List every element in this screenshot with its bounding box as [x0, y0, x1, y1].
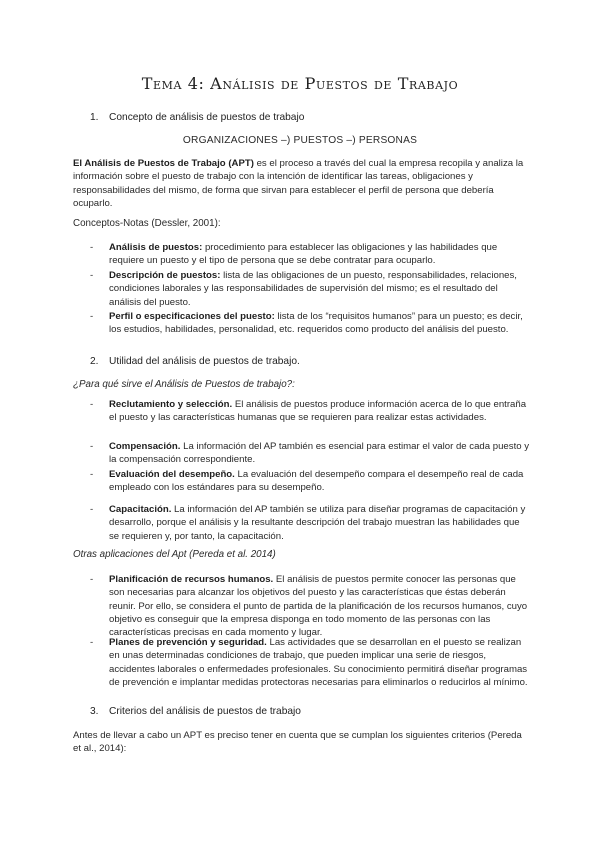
section-1-heading	[90, 112, 304, 123]
intro-term: El Análisis de Puestos de Trabajo (APT)	[73, 158, 254, 169]
intro-text: es el proceso a través del cual la empresa recopila y analiza la información sobre el puesto de trabajo con la intención de identificar las tareas, obligaciones y responsabilidades del mismo, de forma que sirvan para establecer el perfil de persona que debería ocuparlo.	[73, 158, 524, 209]
item-text: La información del AP también se utiliza para diseñar programas de capacitación y desarrollo, porque el análisis y la resultante descripción del trabajo muestran las habilidades que se requieren y, por tanto, la capacitación.	[109, 504, 526, 542]
item-term: Capacitación.	[109, 504, 172, 515]
item-term: Descripción de puestos:	[109, 270, 221, 281]
section-title: Criterios del análisis de puestos de trabajo	[109, 706, 301, 717]
org-flow-line: ORGANIZACIONES –) PUESTOS –) PERSONAS	[182, 135, 418, 146]
item-term: Análisis de puestos:	[109, 242, 203, 253]
item-term: Perfil o especificaciones del puesto:	[109, 311, 275, 322]
item-text: El análisis de puestos produce información acerca de lo que entraña el puesto y las características humanas que se requieren para realizar estas actividades.	[109, 399, 527, 424]
item-text: procedimiento para establecer las obligaciones y las habilidades que requiere un puesto y el tipo de persona que se debe contratar para ocuparlo.	[109, 242, 498, 267]
section-title: Concepto de análisis de puestos de trabajo	[109, 112, 305, 123]
list-item: - Evaluación del desempeño. La evaluación del desempeño compara el desempeño real de cada empleado con los estándares para su desempeño.	[90, 469, 524, 494]
section-3-heading	[90, 706, 301, 717]
item-term: Compensación.	[109, 441, 181, 452]
section-number: 3.	[90, 706, 99, 717]
list-item: - Compensación. La información del AP también es esencial para estimar el valor de cada puesto y la compensación correspondiente.	[90, 441, 530, 466]
section-number: 1.	[90, 112, 99, 123]
concepts-heading: Conceptos-Notas (Dessler, 2001):	[73, 218, 221, 229]
question-heading: ¿Para qué sirve el Análisis de Puestos de trabajo?:	[73, 379, 295, 390]
item-text: Las actividades que se desarrollan en el puesto se realizan en unas determinadas condiciones de trabajo, que pueden implicar una serie de riesgos, accidentes laborales o enfermedades profesionales. Su conocimiento permitirá diseñar programas de prevención e implantar medidas protectoras necesarias para eliminarlos o reducirlos al mínimo.	[109, 637, 528, 688]
page-title: Tema 4: Análisis de Puestos de Trabajo	[141, 74, 459, 93]
other-applications-heading: Otras aplicaciones del Apt (Pereda et al. 2014)	[73, 549, 276, 560]
list-item: - Capacitación. La información del AP también se utiliza para diseñar programas de capacitación y desarrollo, porque el análisis y la resultante descripción del trabajo muestran las habilidades que se requieren y, por tanto, la capacitación.	[90, 504, 526, 542]
section-number: 2.	[90, 356, 99, 367]
item-term: Reclutamiento y selección.	[109, 399, 233, 410]
closing-paragraph: Antes de llevar a cabo un APT es preciso tener en cuenta que se cumplan los siguientes criterios (Pereda et al., 2014):	[73, 730, 522, 755]
list-item: - Planes de prevención y seguridad. Las actividades que se desarrollan en el puesto se realizan en unas determinadas condiciones de trabajo, que pueden implicar una serie de riesgos, accidentes laborales o enfermedades profesionales. Su conocimiento permitirá diseñar programas de prevención e implantar medidas protectoras necesarias para eliminarlos o reducirlos al mínimo.	[90, 637, 528, 688]
item-text: lista de las obligaciones de un puesto, responsabilidades, relaciones, condiciones laborales y las responsabilidades de supervisión del mismo; es el resultado del análisis del puesto.	[109, 270, 517, 308]
item-text: La información del AP también es esencial para estimar el valor de cada puesto y la compensación correspondiente.	[109, 441, 530, 466]
list-item: - Reclutamiento y selección. El análisis de puestos produce información acerca de lo que entraña el puesto y las características humanas que se requieren para realizar estas actividades.	[90, 399, 527, 424]
list-item: - Análisis de puestos: procedimiento para establecer las obligaciones y las habilidades que requiere un puesto y el tipo de persona que se debe contratar para ocuparlo.	[90, 242, 498, 267]
list-item: - Planificación de recursos humanos. El análisis de puestos permite conocer las personas que son necesarias para alcanzar los objetivos del puesto y las características que éstas deberán reunir. Por ello, se considera el punto de partida de la planificación de los recursos humanos, cuyo objetivo es conseguir que la empresa disponga en todo momento de las personas con las características precisas en cada momento y lugar.	[90, 574, 528, 639]
item-term: Planificación de recursos humanos.	[109, 574, 274, 585]
section-2-heading	[90, 356, 300, 367]
list-item: - Perfil o especificaciones del puesto: lista de los “requisitos humanos” para un puesto; es decir, los estudios, habilidades, personalidad, etc. requeridos como producto del análisis del puesto.	[90, 311, 523, 336]
item-text: lista de los “requisitos humanos” para un puesto; es decir, los estudios, habilidades, personalidad, etc. requeridos como producto del análisis del puesto.	[109, 311, 523, 336]
item-text: La evaluación del desempeño compara el desempeño real de cada empleado con los estándares para su desempeño.	[109, 469, 524, 494]
item-text: El análisis de puestos permite conocer las personas que son necesarias para alcanzar los objetivos del puesto y las características que éstas deberán reunir. Por ello, se considera el punto de partida de la planificación de los recursos humanos, cuyo objetivo es conseguir que la empresa disponga en todo momento de las personas con las características precisas en cada momento y lugar.	[109, 574, 528, 639]
intro-paragraph	[73, 157, 531, 210]
item-term: Planes de prevención y seguridad.	[109, 637, 267, 648]
list-item: - Descripción de puestos: lista de las obligaciones de un puesto, responsabilidades, relaciones, condiciones laborales y las responsabilidades de supervisión del mismo; es el resultado del análisis del puesto.	[90, 270, 517, 308]
item-term: Evaluación del desempeño.	[109, 469, 235, 480]
section-title: Utilidad del análisis de puestos de trabajo.	[109, 356, 300, 367]
